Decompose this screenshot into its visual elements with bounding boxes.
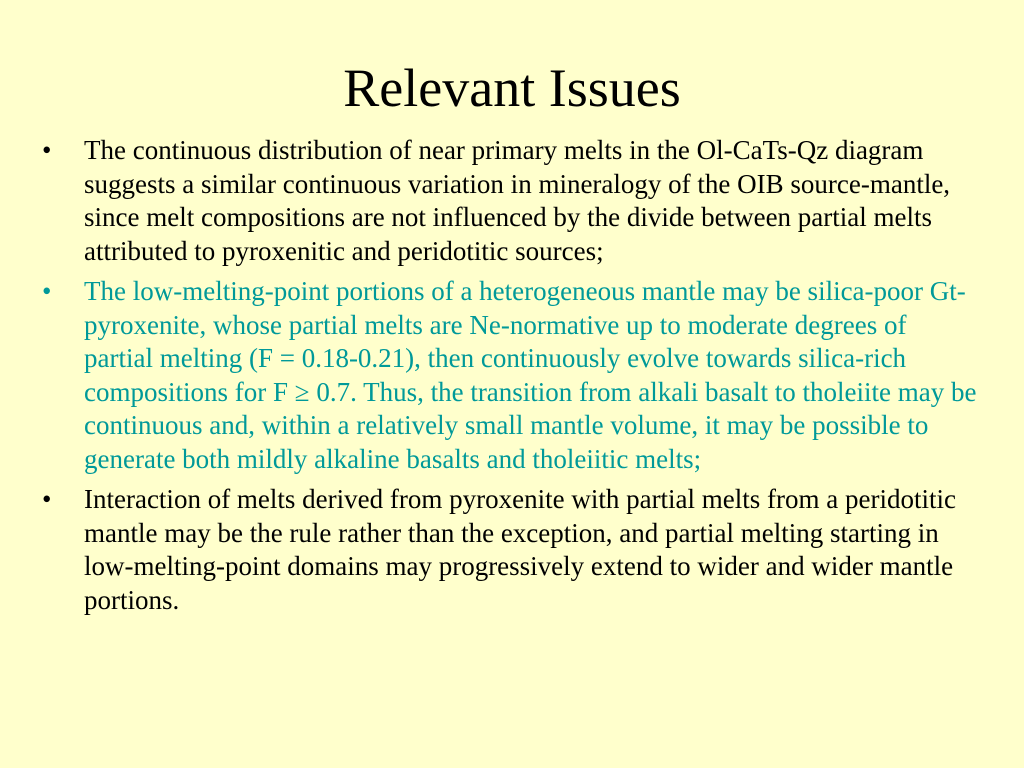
bullet-item-3 — [40, 483, 980, 617]
bullet-item-2 — [40, 275, 980, 476]
bullet-item-1 — [40, 134, 980, 268]
bullet-marker: • — [42, 484, 52, 514]
bullet-text: The low-melting-point portions of a heterogeneous mantle may be silica-poor Gt-pyroxenite, whose partial melts are Ne-normative up to moderate degrees of partial melting (F = 0.18-0.21), then continuously evolve towards silica-rich compositions for F ≥ 0.7. Thus, the transition from alkali basalt to tholeiite may be continuous and, within a relatively small mantle volume, it may be possible to generate both mildly alkaline basalts and tholeiitic melts; — [84, 276, 977, 474]
bullet-text: The continuous distribution of near primary melts in the Ol-CaTs-Qz diagram suggests a similar continuous variation in mineralogy of the OIB source-mantle, since melt compositions are not influenced by the divide between partial melts attributed to pyroxenitic and peridotitic sources; — [84, 135, 951, 266]
slide-title: Relevant Issues — [343, 58, 681, 118]
bullet-list — [40, 134, 980, 624]
bullet-marker: • — [42, 135, 52, 165]
bullet-marker: • — [42, 276, 52, 306]
bullet-text: Interaction of melts derived from pyroxenite with partial melts from a peridotitic mantle may be the rule rather than the exception, and partial melting starting in low-melting-point domains may progressively extend to wider and wider mantle portions. — [84, 484, 956, 615]
